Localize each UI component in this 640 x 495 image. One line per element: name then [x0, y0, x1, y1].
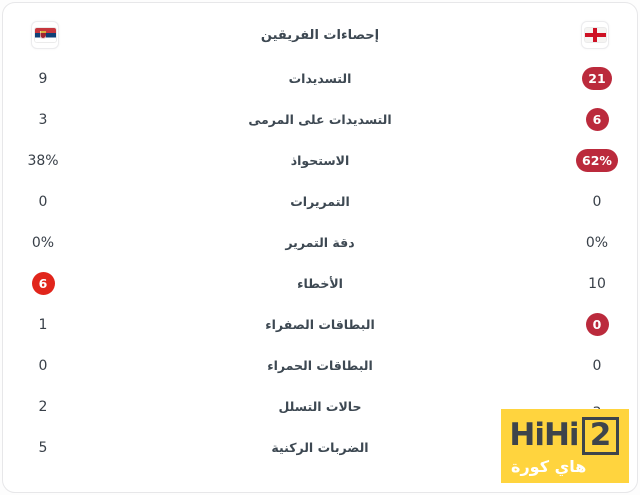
- home-value: 5: [38, 439, 48, 456]
- home-value: 9: [38, 70, 48, 87]
- stat-label: البطاقات الحمراء: [267, 358, 373, 373]
- home-value: 0: [38, 193, 48, 210]
- stat-row-red-cards: [3, 345, 637, 386]
- card-title: إحصاءات الفريقين: [260, 27, 380, 43]
- stat-label: التسديدات على المرمى: [248, 112, 392, 127]
- home-value: 0%: [31, 234, 55, 251]
- home-value: 1: [38, 316, 48, 333]
- stat-label: البطاقات الصفراء: [265, 317, 375, 332]
- watermark-arabic-text: هاي كورة: [511, 456, 587, 476]
- away-value: 0: [592, 193, 602, 210]
- home-value: 2: [38, 398, 48, 415]
- team-stats-card: [2, 2, 638, 493]
- stat-row-possession: [3, 140, 637, 181]
- england-flag-icon: [585, 28, 606, 42]
- stats-header: [3, 21, 637, 49]
- stat-row-fouls: [3, 263, 637, 304]
- home-value-badge: 6: [32, 272, 55, 295]
- stat-row-passes: [3, 181, 637, 222]
- away-value-badge: 6: [586, 108, 609, 131]
- stat-label: التسديدات: [288, 71, 352, 86]
- away-value: 10: [588, 275, 606, 292]
- serbia-flag-icon: [35, 28, 56, 42]
- home-value: 38%: [27, 152, 59, 169]
- hihi2-watermark: [501, 409, 629, 483]
- stat-row-shots: [3, 58, 637, 99]
- stat-label: دقة التمرير: [285, 235, 355, 250]
- brand-text: HiHi: [509, 417, 579, 453]
- away-value-badge: 62%: [576, 149, 618, 172]
- away-value-badge: 0: [586, 313, 609, 336]
- stat-label: الاستحواذ: [290, 153, 350, 168]
- serbia-coat-of-arms-icon: [40, 31, 46, 39]
- brand-boxed-digit: 2: [582, 417, 619, 455]
- hihi2-logo: [509, 417, 619, 455]
- stat-label: حالات التسلل: [278, 399, 362, 414]
- away-team-flag-box: [581, 21, 609, 49]
- stat-label: الضربات الركنية: [271, 440, 369, 455]
- away-value-badge: 21: [582, 67, 611, 90]
- stat-label: الأخطاء: [297, 276, 343, 291]
- stat-label: التمريرات: [290, 194, 350, 209]
- home-value: 0: [38, 357, 48, 374]
- stat-row-yellow-cards: [3, 304, 637, 345]
- stat-row-shots-on-target: [3, 99, 637, 140]
- away-value: 0: [592, 357, 602, 374]
- home-team-flag-box: [31, 21, 59, 49]
- stat-row-pass-accuracy: [3, 222, 637, 263]
- away-value: 0%: [585, 234, 609, 251]
- home-value: 3: [38, 111, 48, 128]
- stats-rows: [3, 58, 637, 468]
